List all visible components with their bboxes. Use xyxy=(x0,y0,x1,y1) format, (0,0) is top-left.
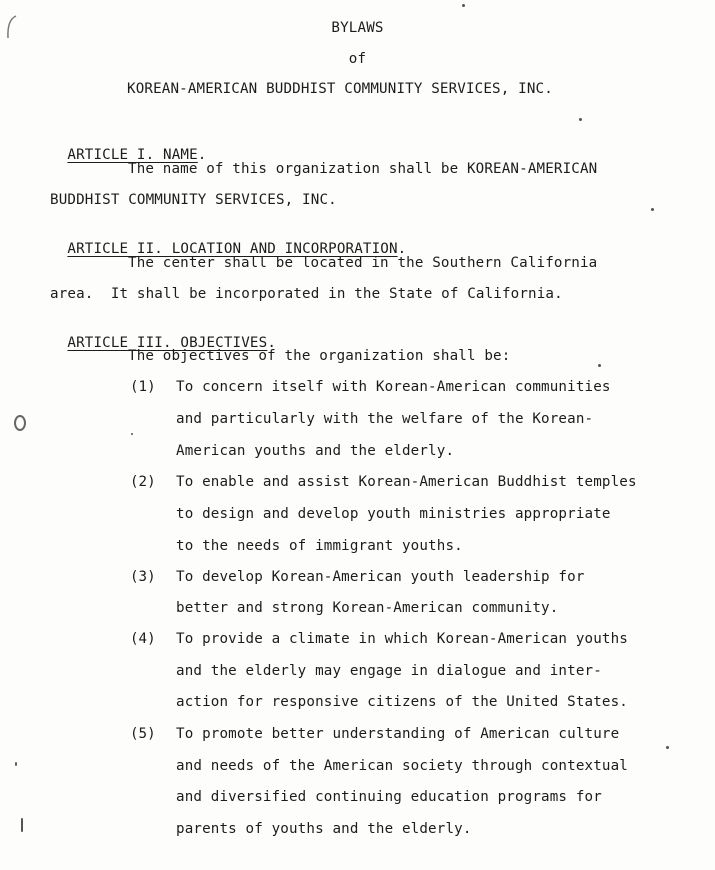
document-title: BYLAWS xyxy=(331,20,384,36)
article-3-heading: ARTICLE III. OBJECTIVES xyxy=(67,335,268,351)
article-1-text-line: The name of this organization shall be KOREAN-AMERICAN xyxy=(128,161,598,177)
scan-speck xyxy=(462,4,465,7)
article-heading xyxy=(50,128,206,164)
objective-line: and particularly with the welfare of the Korean- xyxy=(176,411,594,427)
objective-line: To provide a climate in which Korean-American youths xyxy=(176,631,628,647)
article-3-intro: The objectives of the organization shall be: xyxy=(128,348,511,364)
objective-line: to design and develop youth ministries appropriate xyxy=(176,506,611,522)
objective-line: To develop Korean-American youth leadership for xyxy=(176,569,585,585)
scan-speck xyxy=(666,746,669,749)
objective-line: to the needs of immigrant youths. xyxy=(176,538,463,554)
objective-line: parents of youths and the elderly. xyxy=(176,821,472,837)
objective-line: To promote better understanding of American culture xyxy=(176,726,620,742)
objective-line: American youths and the elderly. xyxy=(176,443,455,459)
objective-line: and the elderly may engage in dialogue and inter- xyxy=(176,663,602,679)
heading-period: . xyxy=(197,147,207,163)
objective-number: (5) xyxy=(130,726,156,742)
objective-number: (3) xyxy=(130,569,156,585)
scan-speck xyxy=(598,364,601,367)
article-heading xyxy=(50,222,406,258)
objective-number: (1) xyxy=(130,379,156,395)
article-2-text-line: The center shall be located in the Southern California xyxy=(128,255,598,271)
scan-speck xyxy=(21,818,23,832)
scan-speck xyxy=(131,433,133,435)
heading-period: . xyxy=(267,335,277,351)
objective-line: and diversified continuing education programs for xyxy=(176,789,602,805)
scan-speck xyxy=(15,762,17,766)
scan-speck xyxy=(651,208,654,211)
punch-hole-mark xyxy=(10,412,30,434)
organization-name: KOREAN-AMERICAN BUDDHIST COMMUNITY SERVICES, INC. xyxy=(127,81,553,97)
objective-line: action for responsive citizens of the United States. xyxy=(176,694,628,710)
heading-period: . xyxy=(397,241,407,257)
objective-number: (4) xyxy=(130,631,156,647)
article-2-heading: ARTICLE II. LOCATION AND INCORPORATION xyxy=(67,241,398,257)
article-1-text-line: BUDDHIST COMMUNITY SERVICES, INC. xyxy=(50,192,337,208)
objective-number: (2) xyxy=(130,474,156,490)
objective-line: To concern itself with Korean-American communities xyxy=(176,379,611,395)
objective-line: better and strong Korean-American community. xyxy=(176,600,559,616)
article-1-heading: ARTICLE I. NAME xyxy=(67,147,198,163)
objective-line: To enable and assist Korean-American Buddhist temples xyxy=(176,474,637,490)
title-connector: of xyxy=(348,51,367,67)
scan-speck xyxy=(579,118,582,121)
objective-line: and needs of the American society through contextual xyxy=(176,758,628,774)
article-2-text-line: area. It shall be incorporated in the State of California. xyxy=(50,286,563,302)
